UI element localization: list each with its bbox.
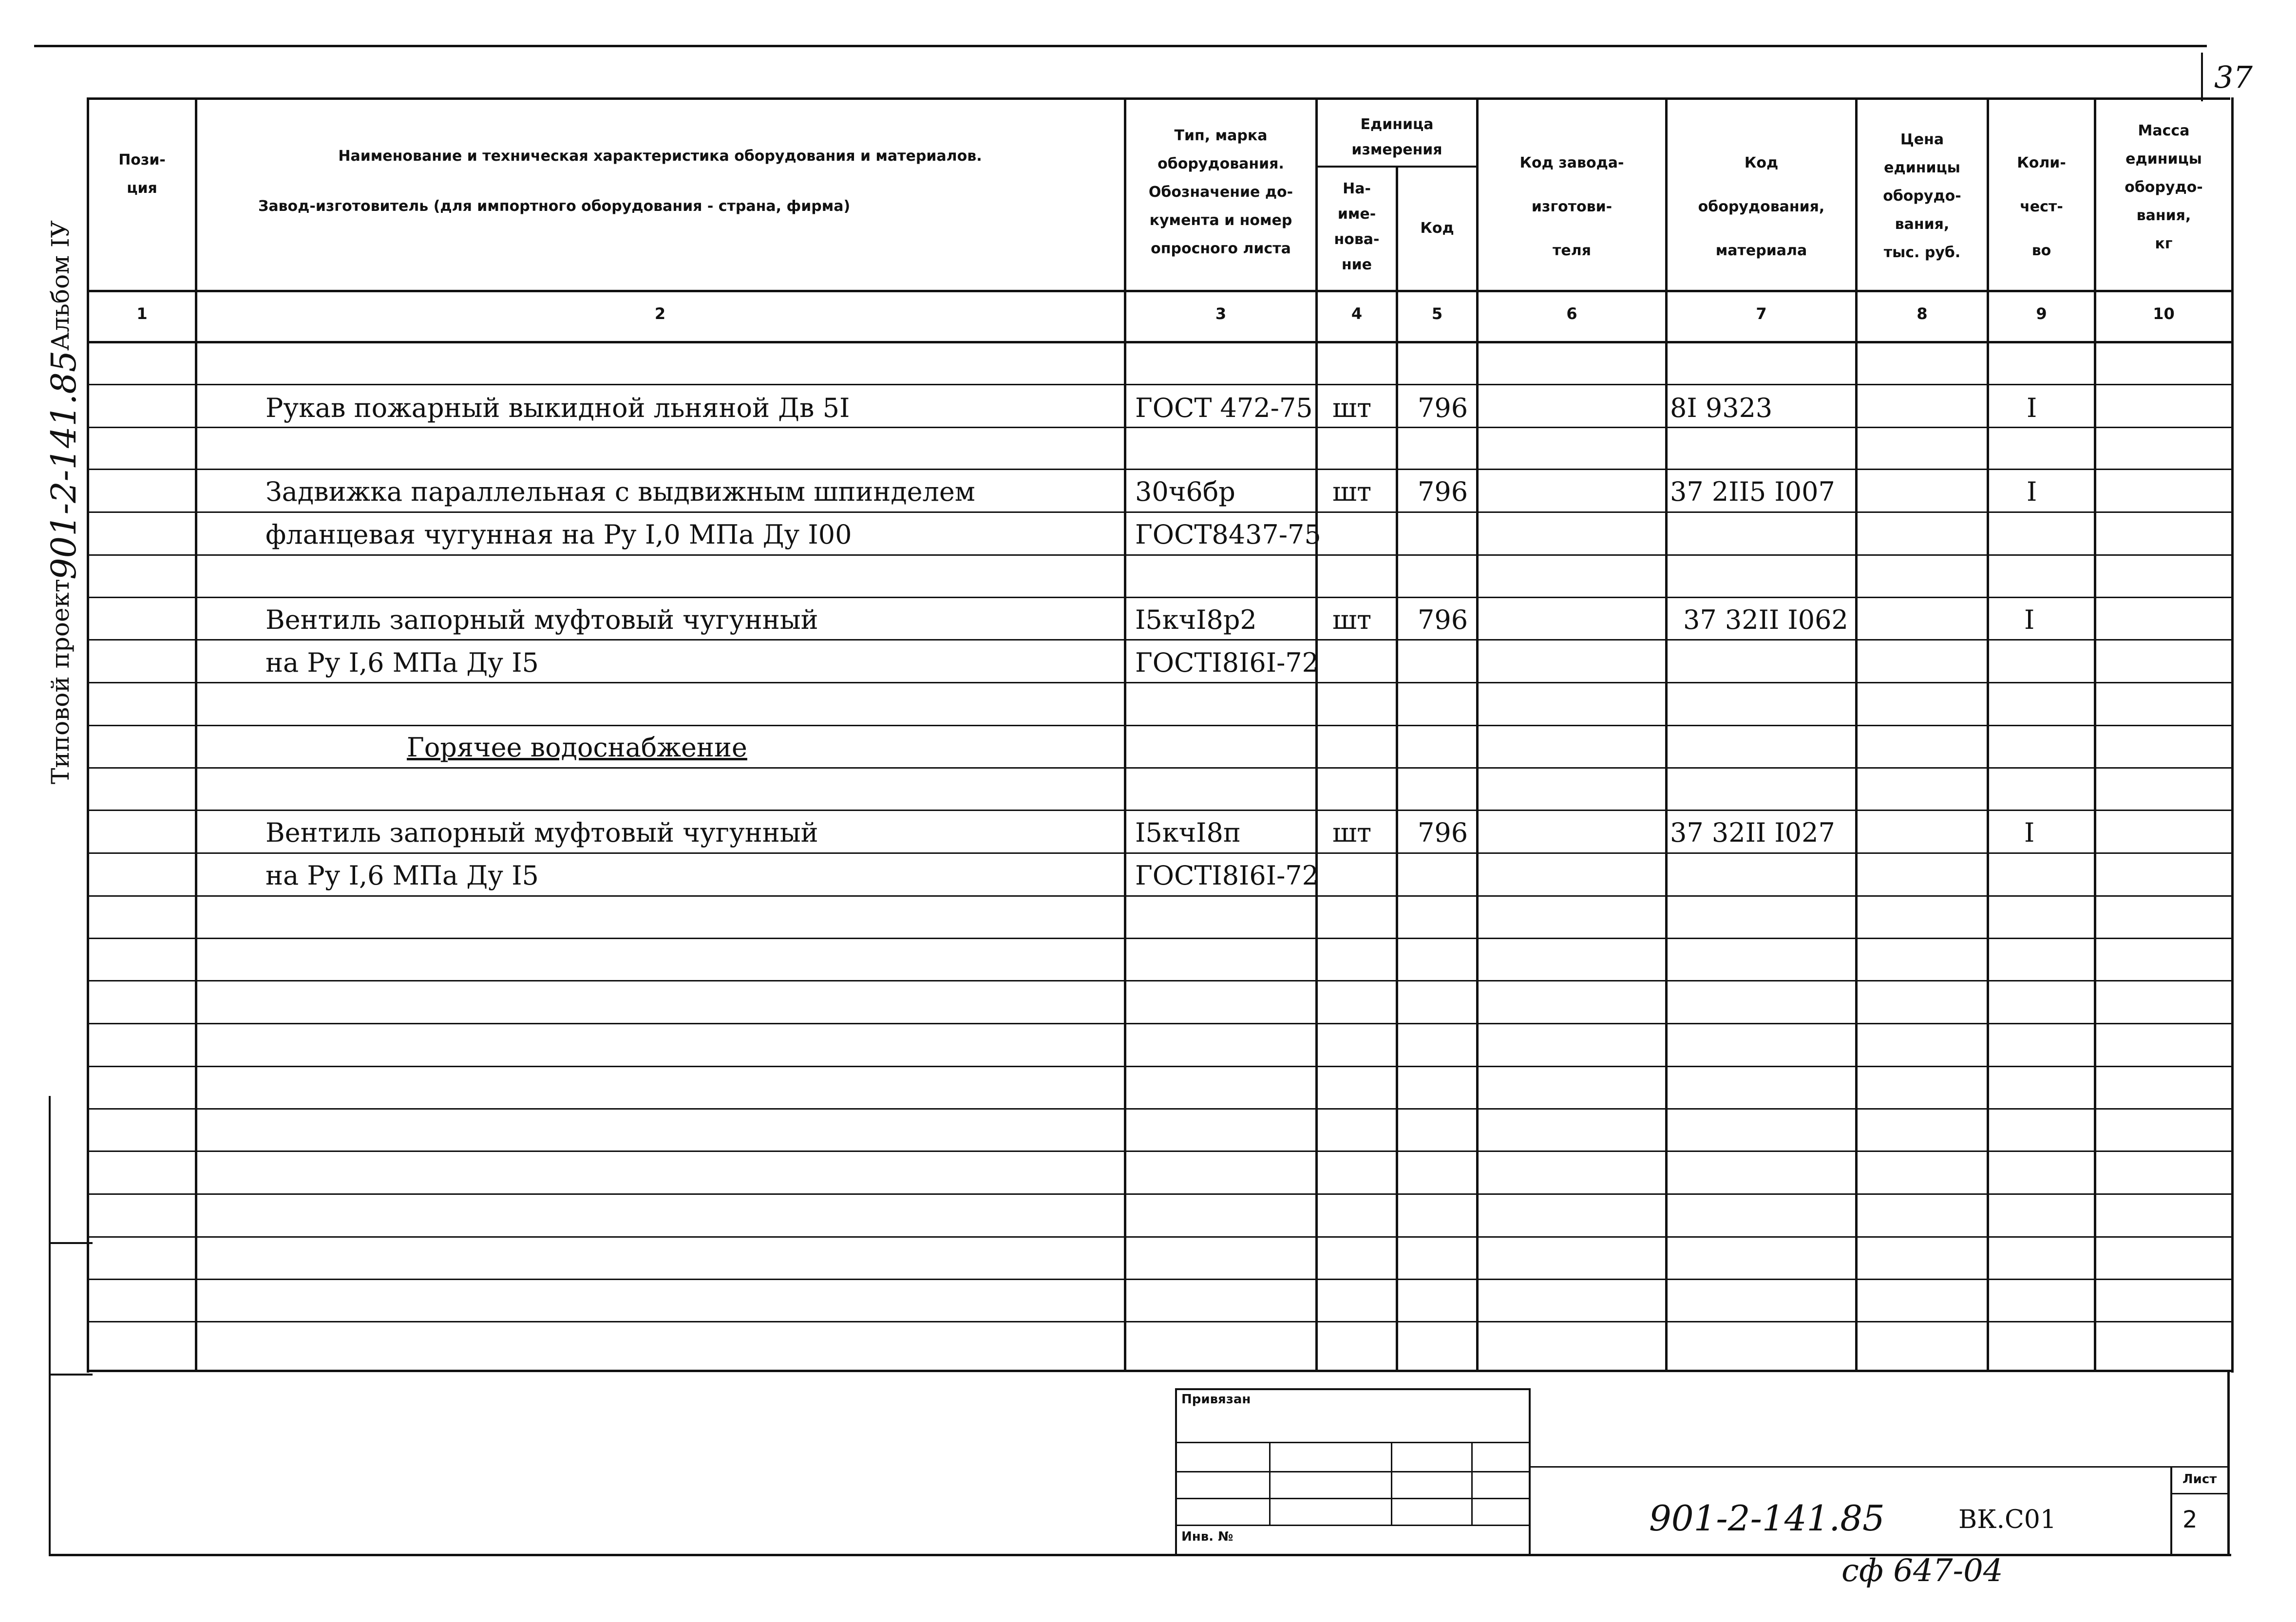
row-line — [87, 1108, 2231, 1110]
row-code: 796 — [1418, 604, 1468, 635]
column-number: 9 — [2036, 304, 2047, 323]
row-code: 796 — [1418, 817, 1468, 848]
col-line-5 — [1476, 97, 1479, 1371]
section-title: Горячее водоснабжение — [407, 732, 747, 763]
side-project-number: 901-2-141.85 — [44, 350, 84, 580]
row-line — [87, 682, 2231, 683]
header-position: Пози- ция — [118, 151, 166, 197]
header-mass: Масса единицы оборудо- вания, кг — [2125, 122, 2203, 252]
stamp-h2 — [1175, 1471, 1531, 1472]
row-type: I5кчI8п — [1135, 817, 1241, 848]
column-number: 6 — [1566, 304, 1577, 323]
col-line-9 — [2094, 97, 2096, 1371]
row-qty: I — [2027, 393, 2037, 423]
row-code: 796 — [1418, 393, 1468, 423]
column-number: 4 — [1351, 304, 1363, 323]
header-bottom-line — [87, 290, 2231, 292]
header-price: Цена единицы оборудо- вания, тыс. руб. — [1883, 131, 1961, 261]
row-equip-code: 37 2II5 I007 — [1670, 476, 1835, 507]
row-qty: I — [2027, 476, 2037, 507]
frame-right — [2231, 97, 2234, 1373]
header-unit-name: На- име- нова- ние — [1334, 180, 1380, 273]
unit-group-line — [1315, 166, 1479, 168]
row-type: ГОСТ8437-75 — [1135, 519, 1321, 550]
doc-code: ВК.С01 — [1958, 1505, 2056, 1534]
stamp-top — [1175, 1388, 1531, 1390]
header-name-line1: Наименование и техническая характеристика оборудования и материалов. — [338, 148, 982, 165]
row-name: Задвижка параллельная с выдвижным шпинделем — [266, 476, 975, 507]
frame-right-lower — [2227, 1371, 2230, 1556]
row-code: 796 — [1418, 476, 1468, 507]
row-type: ГОСТI8I6I-72 — [1135, 860, 1319, 891]
row-name: на Ру I,6 МПа Ду I5 — [266, 860, 539, 891]
row-name: Рукав пожарный выкидной льняной Дв 5I — [266, 393, 850, 423]
header-unit-group: Единица измерения — [1351, 116, 1442, 158]
row-type: I5кчI8р2 — [1135, 604, 1257, 635]
row-line — [87, 554, 2231, 556]
row-line — [87, 1066, 2231, 1067]
column-number: 5 — [1431, 304, 1443, 323]
header-name-line2: Завод-изготовитель (для импортного оборудования - страна, фирма) — [258, 198, 851, 215]
column-number: 10 — [2153, 304, 2175, 323]
col-line-6 — [1665, 97, 1668, 1371]
stamp-h3 — [1175, 1498, 1531, 1499]
row-line — [87, 1279, 2231, 1280]
margin-strip-line — [49, 1096, 51, 1556]
row-qty: I — [2024, 604, 2035, 635]
doc-number: 901-2-141.85 — [1649, 1498, 1885, 1539]
column-number: 3 — [1215, 304, 1227, 323]
row-line — [87, 852, 2231, 854]
col-line-3 — [1315, 97, 1318, 1371]
row-line — [87, 895, 2231, 897]
column-number: 7 — [1756, 304, 1767, 323]
header-factory-code: Код завода- изготови- теля — [1519, 154, 1624, 259]
row-line — [87, 980, 2231, 981]
stamp-v1 — [1269, 1442, 1271, 1525]
col-line-7 — [1855, 97, 1858, 1371]
row-unit: шт — [1332, 476, 1372, 507]
side-project-prefix: Типовой проект — [46, 579, 75, 784]
col-line-8 — [1987, 97, 1989, 1371]
row-name: Вентиль запорный муфтовый чугунный — [266, 817, 818, 848]
stamp-h4 — [1175, 1525, 1531, 1526]
row-unit: шт — [1332, 604, 1372, 635]
approved-label: Привязан — [1181, 1392, 1251, 1407]
row-equip-code: 37 32II I062 — [1683, 604, 1848, 635]
number-row-bottom — [87, 341, 2231, 343]
row-line — [87, 938, 2231, 939]
row-unit: шт — [1332, 817, 1372, 848]
stamp-v2 — [1391, 1442, 1392, 1525]
row-line — [87, 597, 2231, 598]
sheet-label: Лист — [2182, 1472, 2217, 1487]
side-album-label: Альбом IУ — [46, 220, 75, 351]
page-number: 37 — [2214, 59, 2253, 95]
row-type: ГОСТ 472-75 — [1135, 393, 1313, 423]
page-box-left — [2201, 53, 2203, 101]
row-line — [87, 427, 2231, 428]
margin-strip-h1 — [49, 1242, 93, 1244]
row-name: на Ру I,6 МПа Ду I5 — [266, 647, 539, 678]
column-number: 2 — [654, 304, 666, 323]
row-line — [87, 384, 2231, 385]
header-equip-code: Код оборудования, материала — [1698, 154, 1825, 259]
col-line-1 — [195, 97, 197, 1371]
col-line-2 — [1124, 97, 1126, 1371]
archive-code: сф 647-04 — [1841, 1553, 2003, 1589]
column-number: 1 — [136, 304, 148, 323]
row-unit: шт — [1332, 393, 1372, 423]
header-type: Тип, марка оборудования. Обозначение до- кумента и номер опросного листа — [1148, 127, 1293, 257]
stamp-h1 — [1175, 1442, 1531, 1443]
stamp-v3 — [1471, 1442, 1473, 1525]
row-line — [87, 1193, 2231, 1195]
row-line — [87, 1321, 2231, 1322]
row-qty: I — [2024, 817, 2035, 848]
margin-strip-h2 — [49, 1374, 93, 1376]
row-line — [87, 1236, 2231, 1238]
row-line — [87, 767, 2231, 769]
title-block-line — [1531, 1466, 2230, 1468]
row-type: ГОСТI8I6I-72 — [1135, 647, 1319, 678]
sheet-number: 2 — [2182, 1506, 2198, 1533]
sheet-box-left — [2170, 1466, 2172, 1554]
top-rule — [34, 45, 2207, 47]
header-qty: Коли- чест- во — [2017, 154, 2066, 259]
row-line — [87, 639, 2231, 641]
row-line — [87, 1370, 2231, 1372]
row-equip-code: 8I 9323 — [1670, 393, 1773, 423]
inv-label: Инв. № — [1181, 1529, 1233, 1544]
frame-left — [87, 97, 89, 1373]
row-line — [87, 1023, 2231, 1024]
row-name: фланцевая чугунная на Ру I,0 МПа Ду I00 — [266, 519, 852, 550]
row-equip-code: 37 32II I027 — [1670, 817, 1835, 848]
header-unit-code: Код — [1420, 220, 1454, 237]
row-line — [87, 511, 2231, 513]
row-line — [87, 469, 2231, 470]
frame-top — [87, 97, 2230, 100]
column-number: 8 — [1916, 304, 1928, 323]
row-line — [87, 810, 2231, 811]
row-name: Вентиль запорный муфтовый чугунный — [266, 604, 818, 635]
row-line — [87, 725, 2231, 726]
row-type: 30ч6бр — [1135, 476, 1235, 507]
row-line — [87, 1150, 2231, 1152]
sheet-box-mid — [2170, 1493, 2229, 1494]
